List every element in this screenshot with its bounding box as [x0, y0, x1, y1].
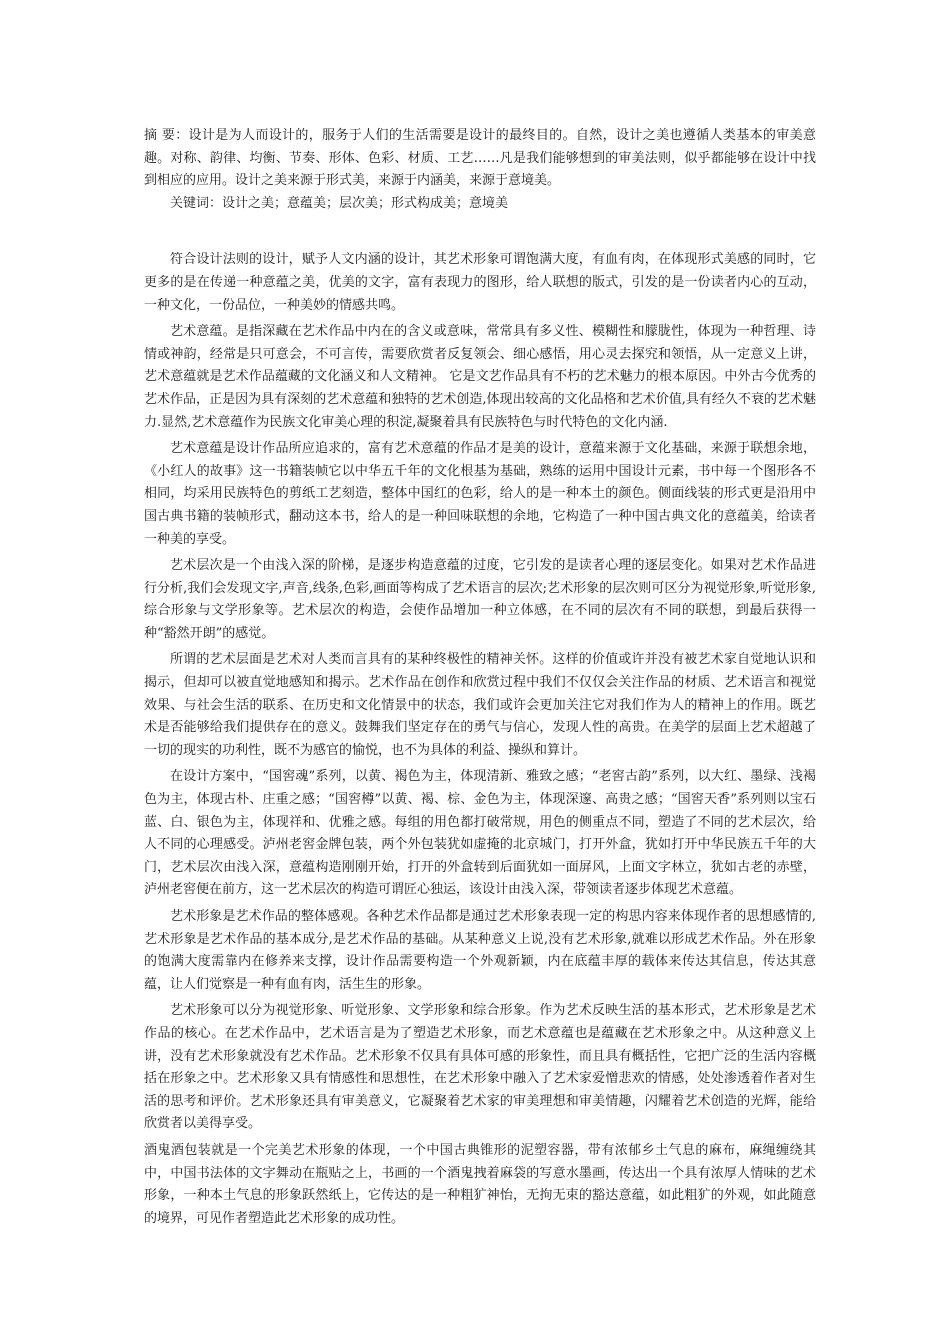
- body-paragraph: 艺术层次是一个由浅入深的阶梯，是逐步构造意蕴的过度，它引发的是读者心理的逐层变化。如果对艺术作品进行分析,我们会发现文字,声音,线条,色彩,画面等构成了艺术语言的层次;艺术形象的层次则可区分为视觉形象,听觉形象,综合形象与文学形象等。艺术层次的构造，会使作品增加一种立体感，在不同的层次有不同的联想，到最后获得一种“豁然开朗”的感觉。: [144, 558, 816, 641]
- keywords: 关键词：设计之美；意蕴美；层次美；形式构成美；意境美: [170, 195, 509, 211]
- body-paragraph: 符合设计法则的设计，赋予人文内涵的设计，其艺术形象可谓饱满大度，有血有肉，在体现形式美感的同时，它更多的是在传递一种意蕴之美，优美的文字，富有表现力的图形，给人联想的版式，引发的是一份读者内心的互动，一种文化，一份品位，一种美妙的情感共鸣。: [144, 252, 816, 313]
- body-paragraph: 艺术意蕴。是指深藏在艺术作品中内在的含义或意味，常常具有多义性、模糊性和朦胧性，体现为一种哲理、诗情或神韵，经常是只可意会，不可言传，需要欣赏者反复领会、细心感悟，用心灵去探究和领悟，从一定意义上讲，艺术意蕴就是艺术作品蕴藏的文化涵义和人文精神。 它是文艺作品具有不朽的艺术魅力的根本原因。中外古今优秀的艺术作品，正是因为具有深刻的艺术意蕴和独特的艺术创造,体现出较高的文化品格和艺术价值,具有经久不衰的艺术魅力.显然,艺术意蕴作为民族文化审美心理的积淀,凝聚着具有民族特色与时代特色的文化内涵.: [144, 324, 816, 430]
- document-body: [144, 125, 816, 1230]
- closing-paragraph: 酒鬼酒包装就是一个完美艺术形象的体现，一个中国古典锥形的泥塑容器，带有浓郁乡土气息的麻布，麻绳缠绕其中，中国书法体的文字舞动在瓶贴之上，书画的一个酒鬼拽着麻袋的写意水墨画，传达出一个具有浓厚人情味的艺术形象，一种本土气息的形象跃然纸上，它传达的是一种粗犷神怡，无拘无束的豁达意蕴，如此粗犷的外观，如此随意的境界，可见作者塑造此艺术形象的成功性。: [144, 1142, 816, 1226]
- body-paragraph: 艺术意蕴是设计作品所应追求的，富有艺术意蕴的作品才是美的设计，意蕴来源于文化基础，来源于联想余地，《小红人的故事》这一书籍装帧它以中华五千年的文化根基为基础，熟练的运用中国设计元素，书中每一个图形各不相同，均采用民族特色的剪纸工艺刻造，整体中国红的色彩，给人的是一种本土的颜色。侧面线装的形式更是沿用中国古典书籍的装帧形式，翻动这本书，给人的是一种回味联想的余地，它构造了一种中国古典文化的意蕴美，给读者一种美的享受。: [144, 441, 816, 547]
- body-paragraph: 艺术形象可以分为视觉形象、听觉形象、文学形象和综合形象。作为艺术反映生活的基本形式，艺术形象是艺术作品的核心。在艺术作品中，艺术语言是为了塑造艺术形象，而艺术意蕴也是蕴藏在艺术形象之中。从这种意义上讲，没有艺术形象就没有艺术作品。艺术形象不仅具有具体可感的形象性，而且具有概括性，它把广泛的生活内容概括在形象之中。艺术形象又具有情感性和思想性，在艺术形象中融入了艺术家爱憎悲欢的情感，处处渗透着作者对生活的思考和评价。艺术形象还具有审美意义，它凝聚着艺术家的审美理想和审美情趣，闪耀着艺术创造的光辉，能给欣赏者以美得享受。: [144, 1003, 816, 1132]
- body-paragraph: 艺术形象是艺术作品的整体感观。各种艺术作品都是通过艺术形象表现一定的构思内容来体现作者的思想感情的,艺术形象是艺术作品的基本成分,是艺术作品的基础。从某种意义上说,没有艺术形象,就难以形成艺术作品。外在形象的饱满大度需靠内在修养来支撑，设计作品需要构造一个外观新颖，内在底蕴丰厚的载体来传达其信息，传达其意蕴，让人们觉察是一种有血有肉，活生生的形象。: [144, 909, 816, 992]
- body-paragraph: 所谓的艺术层面是艺术对人类而言具有的某种终极性的精神关怀。这样的价值或许并没有被艺术家自觉地认识和揭示，但却可以被直觉地感知和揭示。艺术作品在创作和欣赏过程中我们不仅仅会关注作品的材质、艺术语言和视觉效果、与社会生活的联系、在历史和文化情景中的状态，我们或许会更加关注它对我们作为人的精神上的作用。既艺术是否能够给我们提供存在的意义。鼓舞我们坚定存在的勇气与信心，发现人性的高贵。在美学的层面上艺术超越了一切的现实的功利性，既不为感官的愉悦，也不为具体的利益、操纵和算计。: [144, 652, 816, 758]
- body-paragraph: 在设计方案中，“国窖魂”系列，以黄、褐色为主，体现清新、雅致之感；“老窖古韵”系列，以大红、墨绿、浅褐色为主，体现古朴、庄重之感；“国窖樽”以黄、褐、棕、金色为主，体现深邃、高贵之感；“国窖天香”系列则以宝石蓝、白、银色为主，体现祥和、优雅之感。每组的用色都打破常规，用色的侧重点不同，塑造了不同的艺术层次，给人不同的心理感受。泸州老窖金牌包装，两个外包装犹如虚掩的北京城门，打开外盒，犹如打开中华民族五千年的大门，艺术层次由浅入深，意蕴构造刚刚开始，打开的外盒转到后面犹如一面屏风，上面文字林立，犹如古老的赤壁，泸州老窖便在前方，这一艺术层次的构造可谓匠心独运，该设计由浅入深，带领读者逐步体现艺术意蕴。: [144, 769, 816, 898]
- abstract: 摘 要：设计是为人而设计的，服务于人们的生活需要是设计的最终目的。自然，设计之美也遵循人类基本的审美意趣。对称、韵律、均衡、节奏、形体、色彩、材质、工艺……凡是我们能够想到的审美法则，似乎都能够在设计中找到相应的应用。设计之美来源于形式美，来源于内涵美，来源于意境美。: [144, 128, 816, 189]
